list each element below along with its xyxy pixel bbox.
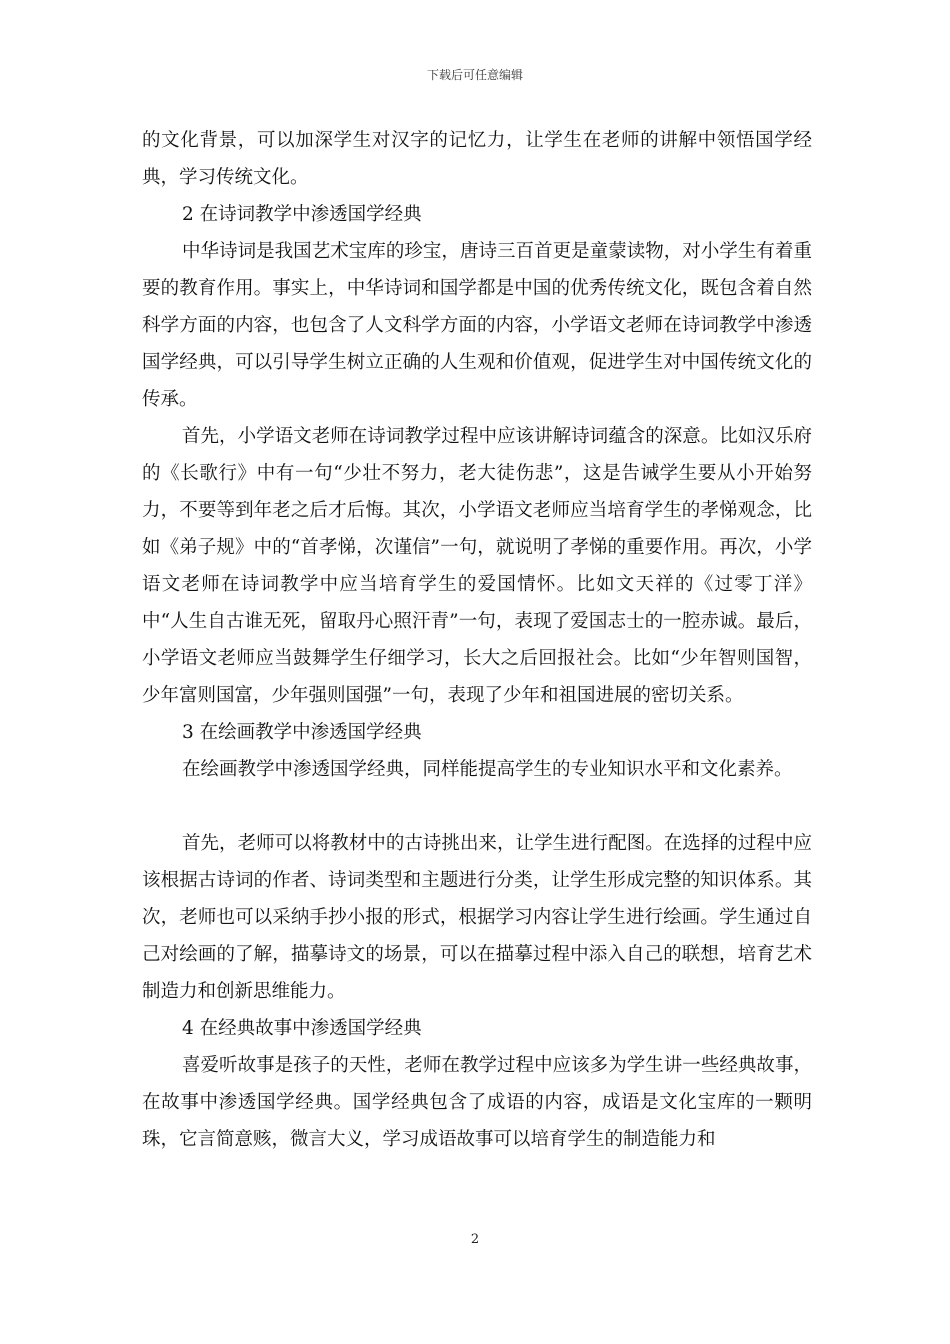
paragraph: 喜爱听故事是孩子的天性，老师在教学过程中应该多为学生讲一些经典故事，在故事中渗透国学经典。国学经典包含了成语的内容，成语是文化宝库的一颗明珠，它言简意赅，微言大义，学习成语故事可以培育学生的制造能力和 xyxy=(142,1055,812,1150)
body-content xyxy=(142,122,812,1158)
paragraph: 的文化背景，可以加深学生对汉字的记忆力，让学生在老师的讲解中领悟国学经典，学习传统文化。 xyxy=(142,130,812,188)
section-heading: 2 在诗词教学中渗透国学经典 xyxy=(182,204,422,225)
paragraph: 首先，小学语文老师在诗词教学过程中应该讲解诗词蕴含的深意。比如汉乐府的《长歌行》中有一句“少壮不努力，老大徒伤悲”，这是告诫学生要从小开始努力，不要等到年老之后才后悔。其次，小学语文老师应当培育学生的孝悌观念，比如《弟子规》中的“首孝悌，次谨信”一句，就说明了孝悌的重要作用。再次，小学语文老师在诗词教学中应当培育学生的爱国情怀。比如文天祥的《过零丁洋》中“人生自古谁无死，留取丹心照汗青”一句，表现了爱国志士的一腔赤诚。最后，小学语文老师应当鼓舞学生仔细学习，长大之后回报社会。比如“少年智则国智，少年富则国富，少年强则国强”一句，表现了少年和祖国进展的密切关系。 xyxy=(142,426,812,706)
blank-line xyxy=(142,788,812,825)
page-number: 2 xyxy=(470,1232,480,1247)
page-header: 下载后可任意编辑 xyxy=(426,68,523,82)
paragraph: 中华诗词是我国艺术宝库的珍宝，唐诗三百首更是童蒙读物，对小学生有着重要的教育作用。事实上，中华诗词和国学都是中国的优秀传统文化，既包含着自然科学方面的内容，也包含了人文科学方面的内容，小学语文老师在诗词教学中渗透国学经典，可以引导学生树立正确的人生观和价值观，促进学生对中国传统文化的传承。 xyxy=(142,241,812,410)
section-heading: 4 在经典故事中渗透国学经典 xyxy=(182,1018,422,1039)
paragraph: 首先，老师可以将教材中的古诗挑出来，让学生进行配图。在选择的过程中应该根据古诗词的作者、诗词类型和主题进行分类，让学生形成完整的知识体系。其次，老师也可以采纳手抄小报的形式，根据学习内容让学生进行绘画。学生通过自己对绘画的了解，描摹诗文的场景，可以在描摹过程中添入自己的联想，培育艺术制造力和创新思维能力。 xyxy=(142,833,812,1002)
section-heading: 3 在绘画教学中渗透国学经典 xyxy=(182,722,422,743)
paragraph: 在绘画教学中渗透国学经典，同样能提高学生的专业知识水平和文化素养。 xyxy=(182,759,793,780)
